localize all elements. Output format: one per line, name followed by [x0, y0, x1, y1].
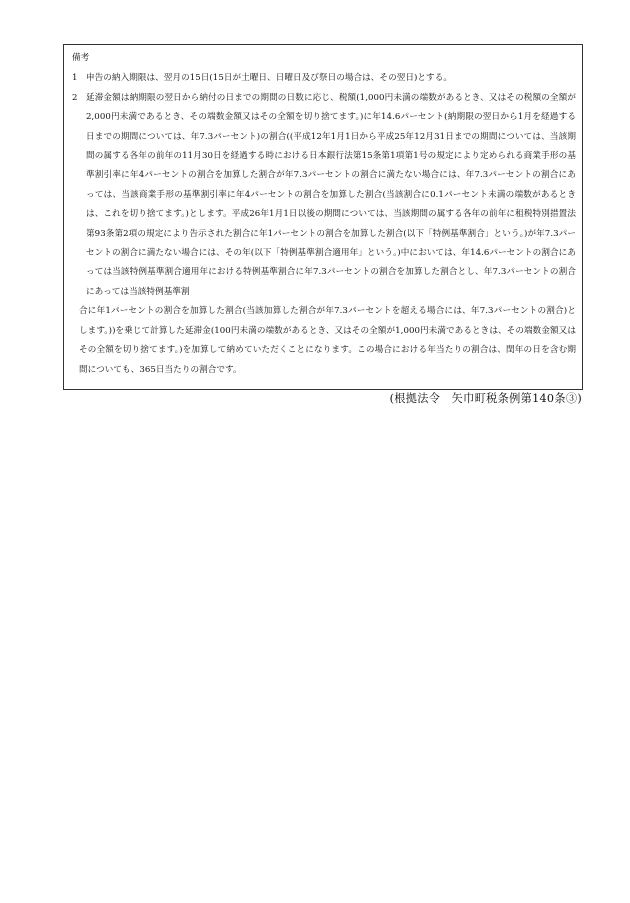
item-number: 2 [72, 92, 78, 103]
remarks-box [63, 44, 583, 390]
item-number: 1 [72, 73, 78, 84]
remarks-continuation: 合に年1パーセントの割合を加算した割合(当該加算した割合が年7.3パーセントを超える場合には、年7.3パーセントの割合)とします。))を乗じて計算した延滞金(100円未満の端数があるとき、又はその全額が1,000円未満であるときは、その端数金額又はその全額を切り捨てます。)を加算して納めていただくことになります。この場合における年当たりの割合は、閏年の日を含む期間についても、365日当たりの割合です。 [79, 306, 576, 375]
item-text: 申告の納入期限は、翌月の15日(15日が土曜日、日曜日及び祭日の場合は、その翌日)とする。 [86, 73, 452, 84]
item-text: 延滞金額は納期限の翌日から納付の日までの期間の日数に応じ、税額(1,000円未満の端数があるとき、又はその税額の全額が2,000円未満であるとき、その端数金額又はその全額を切り捨てます。)に年14.6パーセント(納期限の翌日から1月を経過する日までの期間については、年7.3パーセント)の割合((平成12年1月1日から平成25年12月31日までの期間については、当該期間の属する各年の前年の11月30日を経過する時における日本銀行法第15条第1項第1号の規定により定められる商業手形の基準割引率に年4パーセントの割合を加算した割合が年7.3パーセントの割合に満たない場合には、年7.3パーセントの割合にあっては、当該商業手形の基準割引率に年4パーセントの割合を加算した割合(当該割合に0.1パーセント未満の端数があるときは、これを切り捨てます。)とします。平成26年1月1日以後の期間については、当該期間の属する各年の前年に租税特別措置法第93条第2項の規定により告示された割合に年1パーセントの割合を加算した割合(以下「特例基準割合」という。)が年7.3パーセントの割合に満たない場合には、その年(以下「特例基準割合適用年」という。)中においては、年14.6パーセントの割合にあっては当該特例基準割合適用年における特例基準割合に年7.3パーセントの割合を加算した割合とし、年7.3パーセントの割合にあっては当該特例基準割 [86, 92, 576, 297]
legal-basis-note: (根拠法令 矢巾町税条例第140条③) [389, 392, 582, 405]
remarks-item-2 [70, 89, 576, 302]
remarks-item-1 [70, 69, 576, 88]
remarks-heading: 備考 [72, 53, 90, 63]
